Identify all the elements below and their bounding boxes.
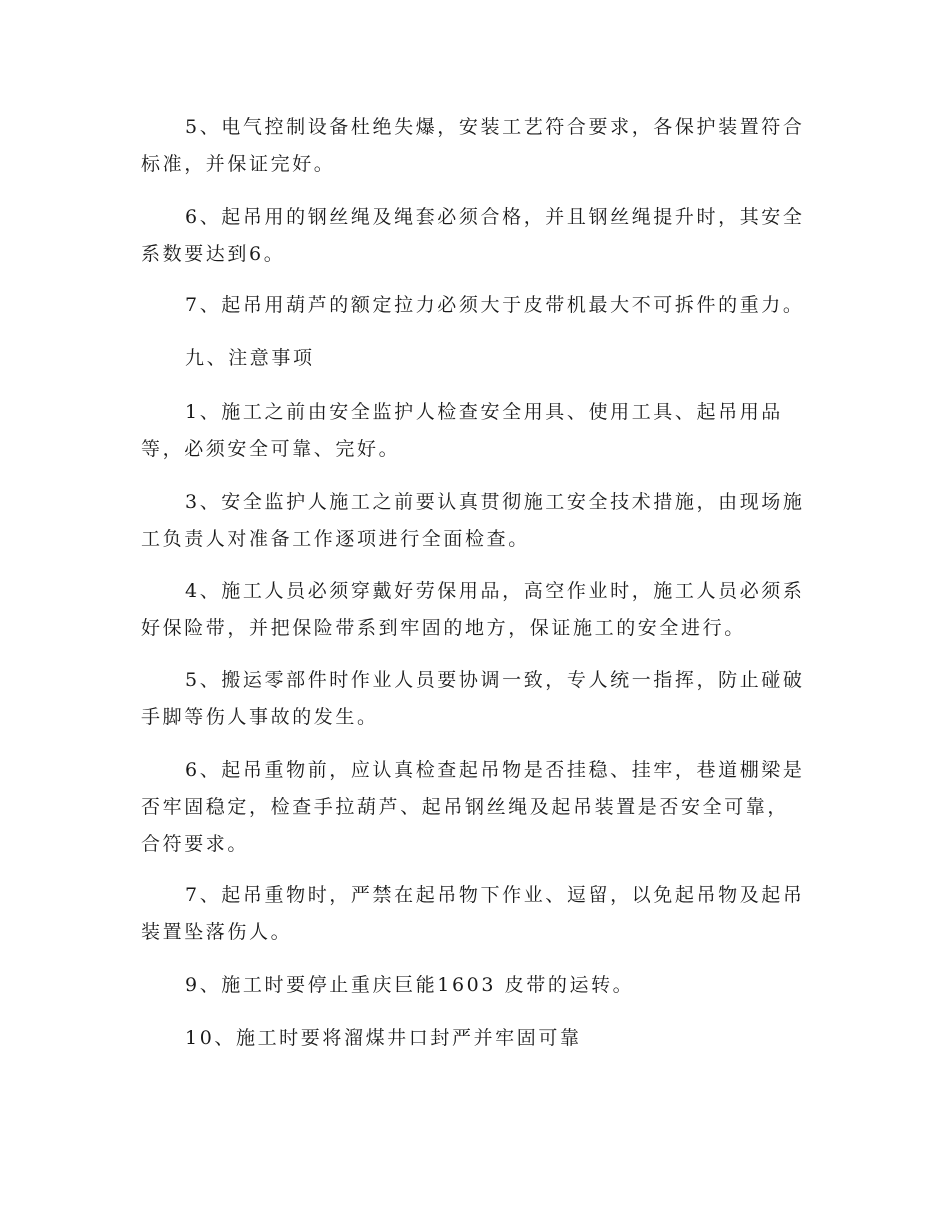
paragraph-line: 1、施工之前由安全监护人检查安全用具、使用工具、起吊用品 [185, 401, 783, 423]
paragraph-line: 否牢固稳定，检查手拉葫芦、起吊钢丝绳及起吊装置是否安全可靠， [141, 796, 790, 818]
paragraph-line: 5、电气控制设备杜绝失爆，安装工艺符合要求，各保护装置符合 [185, 116, 805, 138]
paragraph-line: 10、施工时要将溜煤井口封严并牢固可靠 [185, 1027, 582, 1049]
paragraph-precaution-9 [141, 967, 811, 1004]
paragraph-precaution-10 [141, 1020, 811, 1057]
paragraph-precaution-6 [141, 752, 811, 863]
paragraph-line: 6、起吊用的钢丝绳及绳套必须合格，并且钢丝绳提升时，其安全 [185, 206, 805, 228]
paragraph-precaution-3 [141, 484, 811, 558]
paragraph-line: 等，必须安全可靠、完好。 [141, 438, 401, 460]
section-heading-precautions [141, 340, 811, 377]
paragraph-line: 6、起吊重物前，应认真检查起吊物是否挂稳、挂牢，巷道棚梁是 [185, 759, 805, 781]
paragraph-line: 4、施工人员必须穿戴好劳保用品，高空作业时，施工人员必须系 [185, 580, 805, 602]
paragraph-line: 3、安全监护人施工之前要认真贯彻施工安全技术措施，由现场施 [185, 491, 805, 513]
paragraph-precaution-4 [141, 573, 811, 647]
paragraph-item-5-explosion-proof [141, 109, 811, 183]
paragraph-item-6-wire-rope [141, 199, 811, 273]
section-heading-text: 九、注意事项 [185, 347, 315, 369]
paragraph-line: 合符要求。 [141, 833, 250, 855]
paragraph-line: 手脚等伤人事故的发生。 [141, 706, 379, 728]
paragraph-precaution-7 [141, 877, 811, 951]
paragraph-line: 好保险带，并把保险带系到牢固的地方，保证施工的安全进行。 [141, 617, 746, 639]
paragraph-line: 系数要达到6。 [141, 243, 286, 265]
paragraph-line: 标准，并保证完好。 [141, 153, 336, 175]
paragraph-line: 装置坠落伤人。 [141, 921, 293, 943]
paragraph-line: 5、搬运零部件时作业人员要协调一致，专人统一指挥，防止碰破 [185, 669, 805, 691]
paragraph-precaution-1 [141, 394, 811, 468]
paragraph-line: 工负责人对准备工作逐项进行全面检查。 [141, 528, 530, 550]
paragraph-line: 7、起吊重物时，严禁在起吊物下作业、逗留，以免起吊物及起吊 [185, 884, 805, 906]
paragraph-precaution-5 [141, 662, 811, 736]
paragraph-line: 9、施工时要停止重庆巨能1603 皮带的运转。 [185, 974, 635, 996]
paragraph-line: 7、起吊用葫芦的额定拉力必须大于皮带机最大不可拆件的重力。 [185, 294, 805, 316]
paragraph-item-7-hoist-capacity [141, 287, 811, 324]
